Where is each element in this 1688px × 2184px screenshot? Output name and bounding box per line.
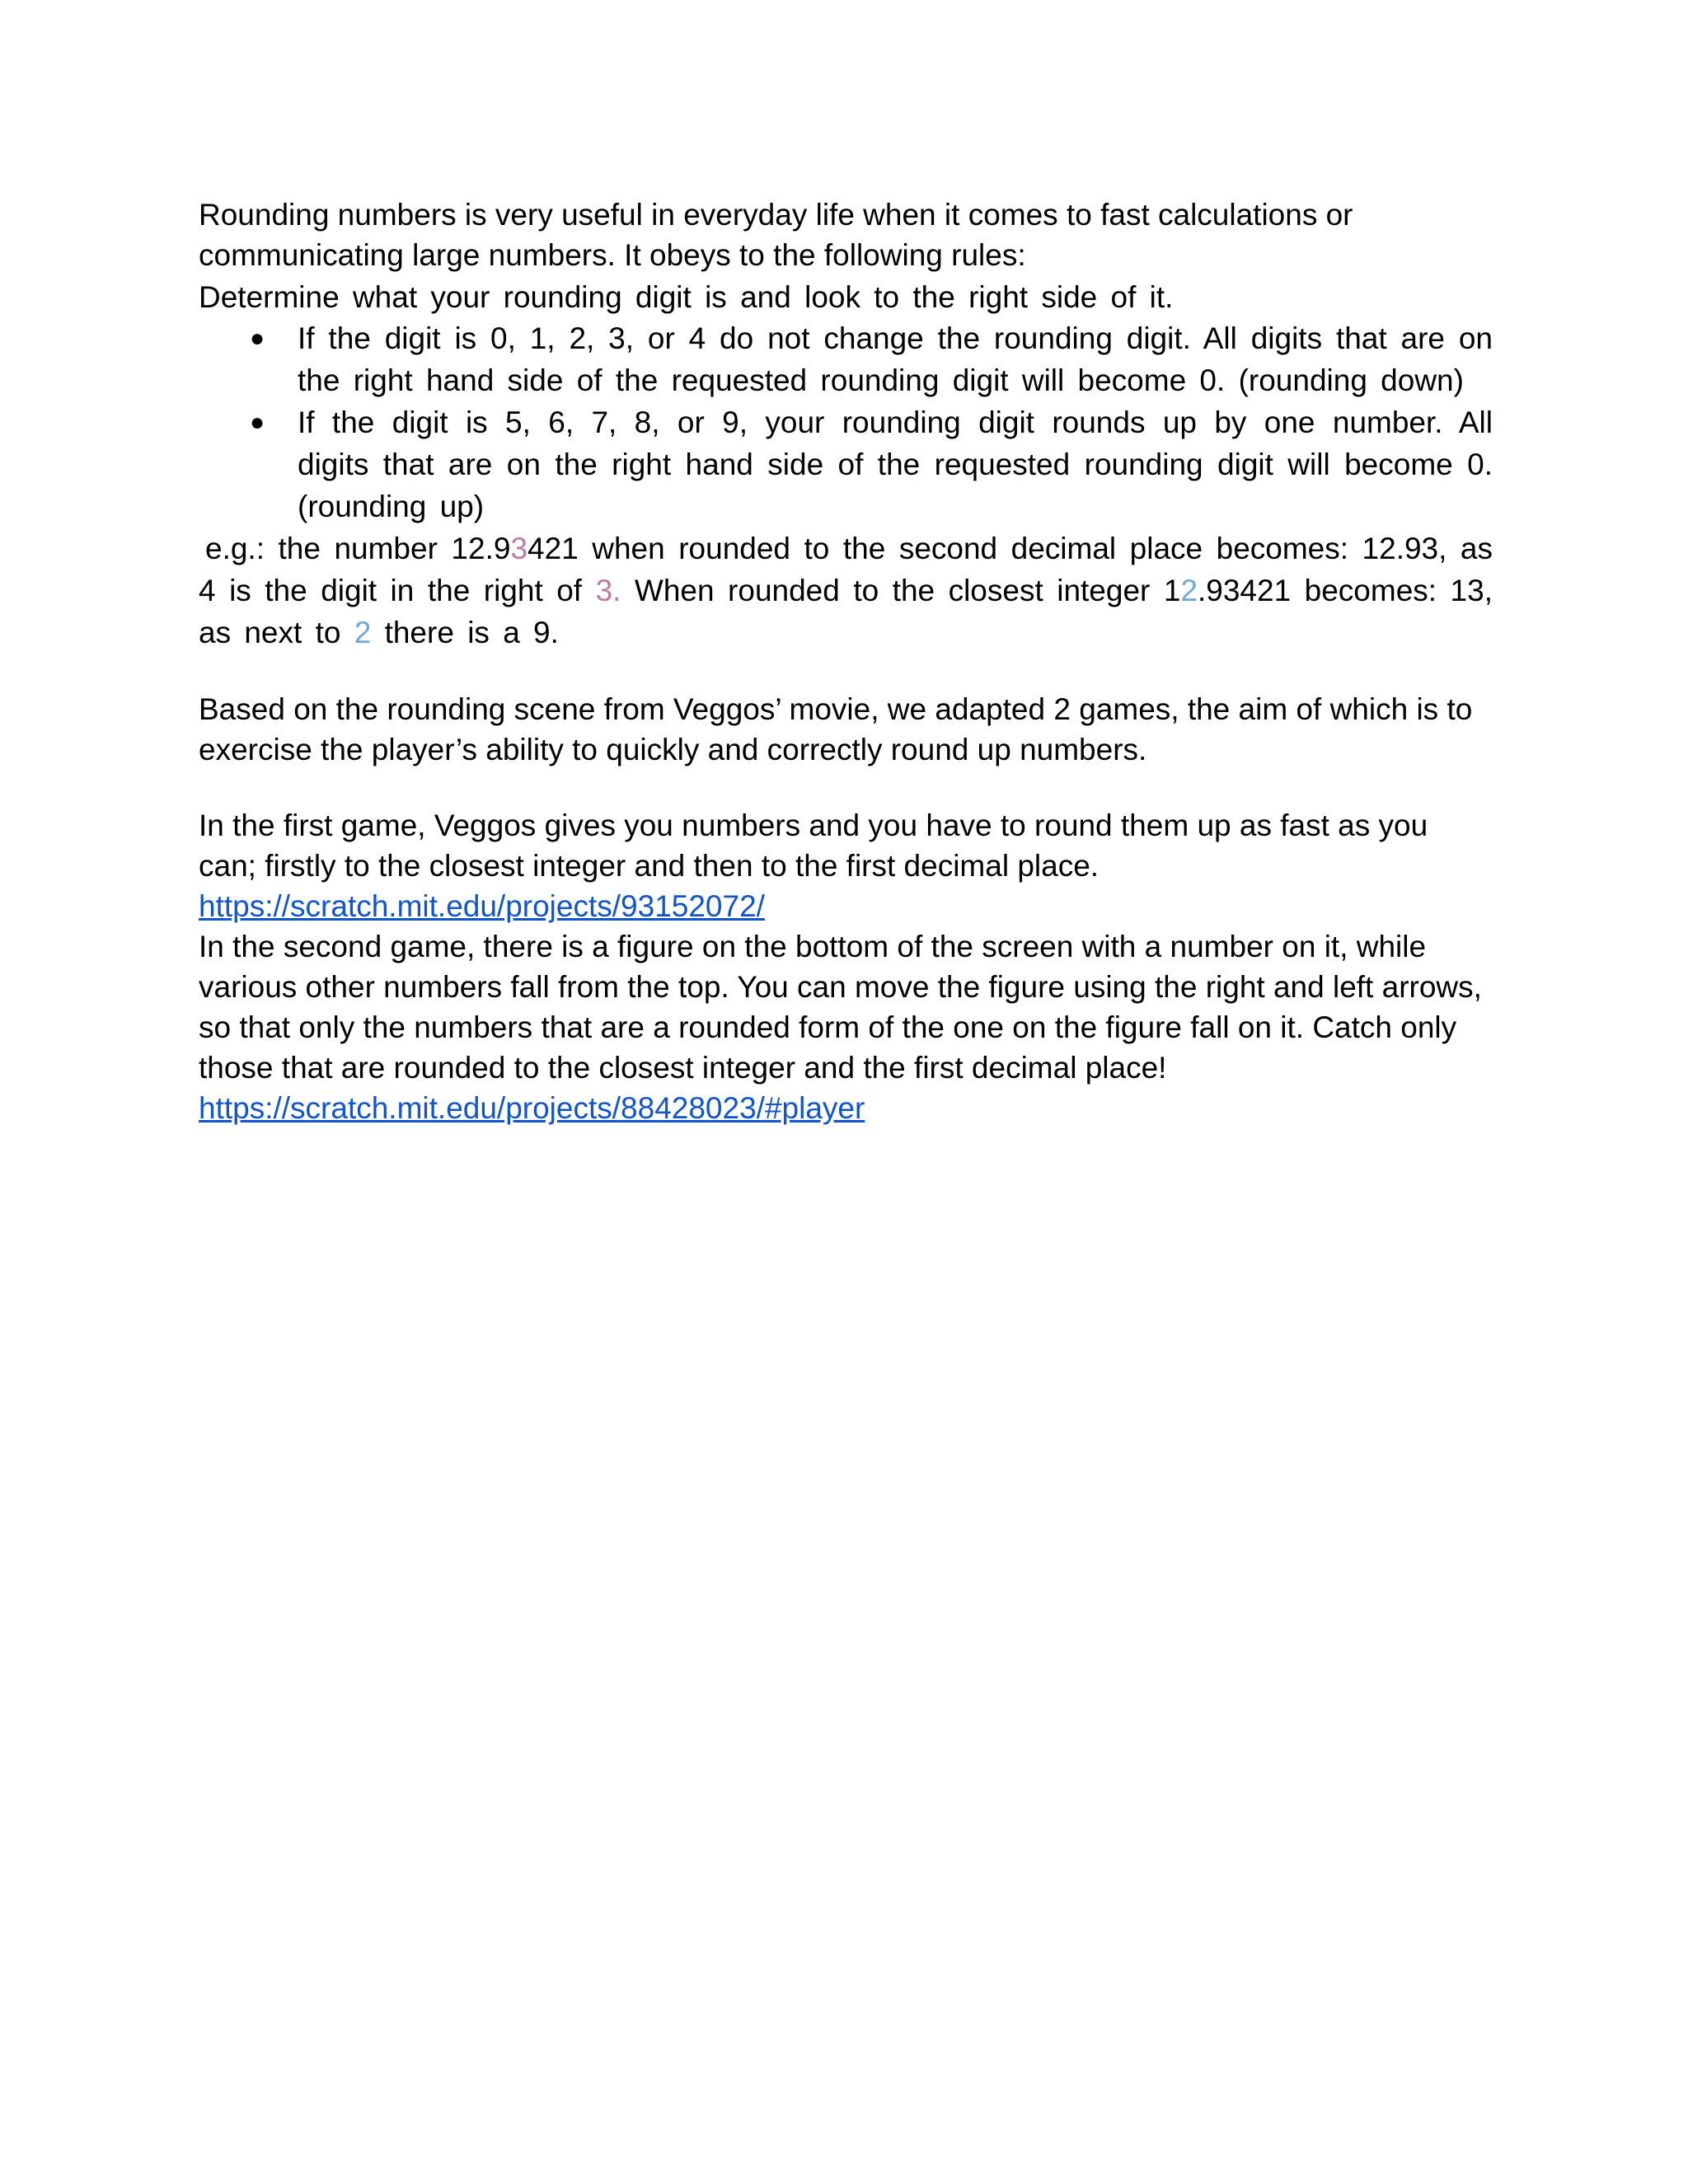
example-paragraph: [199, 527, 1493, 654]
bullet-icon: ●: [250, 325, 265, 352]
example-text: .93421 becomes: 13, as next to: [199, 574, 1493, 649]
second-game-link[interactable]: https://scratch.mit.edu/projects/88428023/#player: [199, 1091, 865, 1125]
list-item: [199, 401, 1493, 527]
highlighted-digit: 2: [354, 616, 372, 649]
first-game-link[interactable]: https://scratch.mit.edu/projects/93152072/: [199, 889, 765, 923]
highlighted-digit: 3: [510, 532, 528, 565]
highlighted-digit: 3.: [595, 574, 621, 607]
second-game-paragraph: In the second game, there is a figure on the bottom of the screen with a number on it, while various other numbers fall from the top. You can move the figure using the right and left arrows, so that only the numbers that are a rounded form of the one on the figure fall on it. Catch only those that are rounded to the closest integer and the first decimal place!: [199, 930, 1482, 1085]
list-item: [199, 317, 1493, 401]
rules-list: [199, 317, 1493, 527]
determine-instruction: Determine what your rounding digit is and look to the right side of it.: [199, 280, 1174, 314]
intro-line-2: communicating large numbers. It obeys to the following rules:: [199, 238, 1026, 272]
example-text: e.g.: the number 12.9: [205, 532, 511, 565]
based-on-paragraph: Based on the rounding scene from Veggos’ movie, we adapted 2 games, the aim of which is to exercise the player’s ability to quickly and correctly round up numbers.: [199, 692, 1473, 766]
example-text: there is a 9.: [371, 616, 559, 649]
second-game-link-line: [199, 1088, 1493, 1128]
rule-text-round-down: If the digit is 0, 1, 2, 3, or 4 do not change the rounding digit. All digits that are on the right hand side of the requested rounding digit will become 0. (rounding down): [298, 321, 1493, 397]
first-game-link-line: [199, 886, 1493, 926]
paragraph-spacer: [199, 654, 1493, 689]
example-text: When rounded to the closest integer 1: [621, 574, 1181, 607]
intro-line-1: Rounding numbers is very useful in everyday life when it comes to fast calculations or: [199, 198, 1353, 232]
document-body: [199, 194, 1493, 1128]
rule-text-round-up: If the digit is 5, 6, 7, 8, or 9, your rounding digit rounds up by one number. All digits that are on the right hand side of the requested rounding digit will become 0. (rounding up): [298, 405, 1493, 523]
highlighted-digit: 2: [1180, 574, 1198, 607]
bullet-icon: ●: [250, 409, 265, 436]
example-text: 421 when rounded to the second decimal place becomes: 12.93, as 4 is the digit in the right of: [199, 532, 1493, 607]
intro-paragraph: [199, 194, 1493, 275]
paragraph-spacer: [199, 770, 1493, 805]
first-game-paragraph: In the first game, Veggos gives you numbers and you have to round them up as fast as you can; firstly to the closest integer and then to the first decimal place.: [199, 808, 1428, 883]
